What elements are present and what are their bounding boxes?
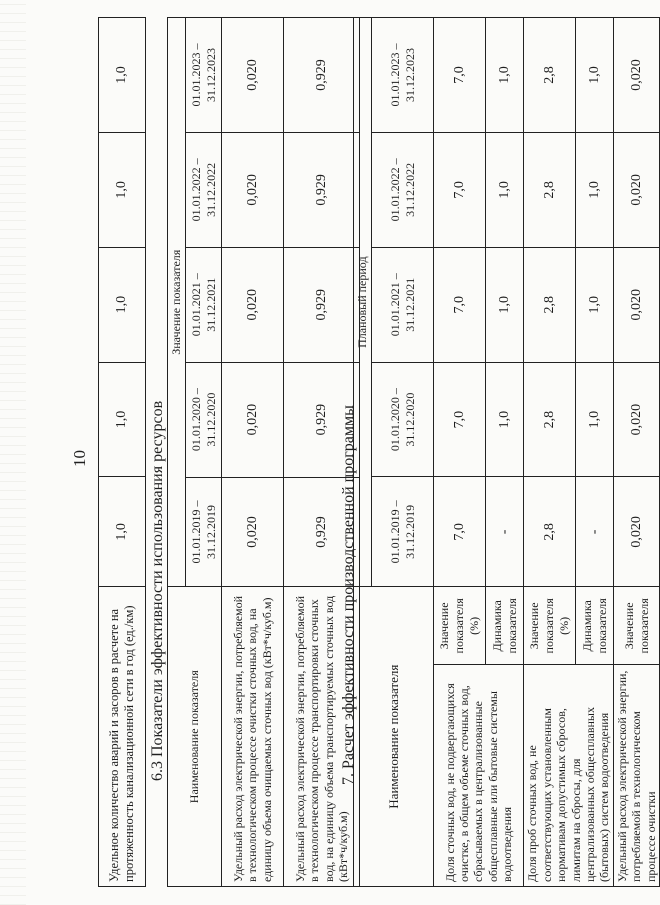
section-6-3-heading: 6.3 Показатели эффективности использования ресурсов: [149, 400, 166, 781]
value-cell: 0,020: [222, 132, 284, 247]
column-header: Наименование показателя: [354, 587, 434, 887]
accidents-table: [98, 17, 146, 887]
table-row: [524, 18, 576, 887]
sub-indicator-label: Динамика показателя: [486, 587, 524, 665]
scan-edge: [0, 0, 26, 905]
value-cell: 2,8: [524, 247, 576, 362]
value-cell: 1,0: [99, 132, 146, 247]
value-cell: 7,0: [434, 477, 486, 587]
value-cell: 0,020: [614, 132, 660, 247]
value-cell: 1,0: [99, 362, 146, 477]
section-7-heading: 7. Расчет эффективности производственной программы: [340, 405, 357, 785]
value-cell: -: [486, 477, 524, 587]
table-row: [222, 18, 284, 887]
value-cell: 1,0: [99, 247, 146, 362]
value-cell: 1,0: [576, 362, 614, 477]
value-cell: 0,020: [614, 18, 660, 133]
value-cell: 1,0: [486, 132, 524, 247]
value-cell: 7,0: [434, 247, 486, 362]
value-cell: 7,0: [434, 362, 486, 477]
column-group-header: Плановый период: [354, 18, 372, 587]
value-cell: 2,8: [524, 362, 576, 477]
period-header: 01.01.2022 – 31.12.2022: [372, 132, 434, 247]
value-cell: 0,929: [284, 477, 360, 587]
period-header: 01.01.2021 – 31.12.2021: [186, 247, 222, 362]
period-header: 01.01.2020 – 31.12.2020: [372, 362, 434, 477]
value-cell: 1,0: [486, 247, 524, 362]
value-cell: 0,020: [222, 247, 284, 362]
value-cell: 0,929: [284, 247, 360, 362]
value-cell: 1,0: [576, 18, 614, 133]
value-cell: -: [576, 477, 614, 587]
value-cell: 1,0: [99, 477, 146, 587]
indicator-name: Удельный расход электрической энергии, потребляемой в технологическом процессе очистки: [614, 665, 660, 887]
value-cell: 1,0: [576, 132, 614, 247]
indicator-name: Доля проб сточных вод, не соответствующих установленным нормативам допустимых сбросов, лимитам на сбросы, для централизованных общесплавных (бытовых) систем водоотведения: [524, 665, 614, 887]
resource-efficiency-table: [167, 17, 360, 887]
value-cell: 0,020: [222, 18, 284, 133]
period-header: 01.01.2020 – 31.12.2020: [186, 362, 222, 477]
value-cell: 2,8: [524, 132, 576, 247]
value-cell: 1,0: [576, 247, 614, 362]
indicator-name: Удельное количество аварий и засоров в расчете на протяженность канализационной сети в год (ед./км): [99, 587, 146, 887]
table-row: [614, 18, 660, 887]
table-row: [99, 18, 146, 887]
value-cell: 2,8: [524, 18, 576, 133]
value-cell: 7,0: [434, 18, 486, 133]
value-cell: 2,8: [524, 477, 576, 587]
program-efficiency-table: [353, 17, 660, 887]
value-cell: 0,020: [614, 247, 660, 362]
page-number: 10: [70, 450, 89, 467]
value-cell: 0,020: [614, 477, 660, 587]
value-cell: 1,0: [486, 18, 524, 133]
period-header: 01.01.2023 – 31.12.2023: [186, 18, 222, 133]
period-header: 01.01.2022 – 31.12.2022: [186, 132, 222, 247]
sub-indicator-label: Значение показателя: [614, 587, 660, 665]
value-cell: 1,0: [486, 362, 524, 477]
value-cell: 0,929: [284, 18, 360, 133]
sub-indicator-label: Динамика показателя: [576, 587, 614, 665]
period-header: 01.01.2019 – 31.12.2019: [186, 477, 222, 587]
column-group-header: Значение показателя: [168, 18, 186, 587]
period-header: 01.01.2021 – 31.12.2021: [372, 247, 434, 362]
indicator-name: Удельный расход электрической энергии, потребляемой в технологическом процессе транспортировки сточных вод, на единицу объема транспортируемых сточных вод (кВт*ч/куб.м): [284, 587, 360, 887]
value-cell: 0,929: [284, 132, 360, 247]
column-header: Наименование показателя: [168, 587, 222, 887]
value-cell: 0,020: [614, 362, 660, 477]
sub-indicator-label: Значение показателя (%): [524, 587, 576, 665]
indicator-name: Доля сточных вод, не подвергающихся очистке, в общем объеме сточных вод, сбрасываемых в централизованные общесплавные или бытовые системы водоотведения: [434, 665, 524, 887]
period-header: 01.01.2023 – 31.12.2023: [372, 18, 434, 133]
sub-indicator-label: Значение показателя (%): [434, 587, 486, 665]
value-cell: 7,0: [434, 132, 486, 247]
table-row: [434, 18, 486, 887]
period-header: 01.01.2019 – 31.12.2019: [372, 477, 434, 587]
value-cell: 0,020: [222, 362, 284, 477]
value-cell: 0,929: [284, 362, 360, 477]
value-cell: 1,0: [99, 18, 146, 133]
indicator-name: Удельный расход электрической энергии, потребляемой в технологическом процессе очистки сточных вод, на единицу объема очищаемых сточных вод (кВт*ч/куб.м): [222, 587, 284, 887]
value-cell: 0,020: [222, 477, 284, 587]
